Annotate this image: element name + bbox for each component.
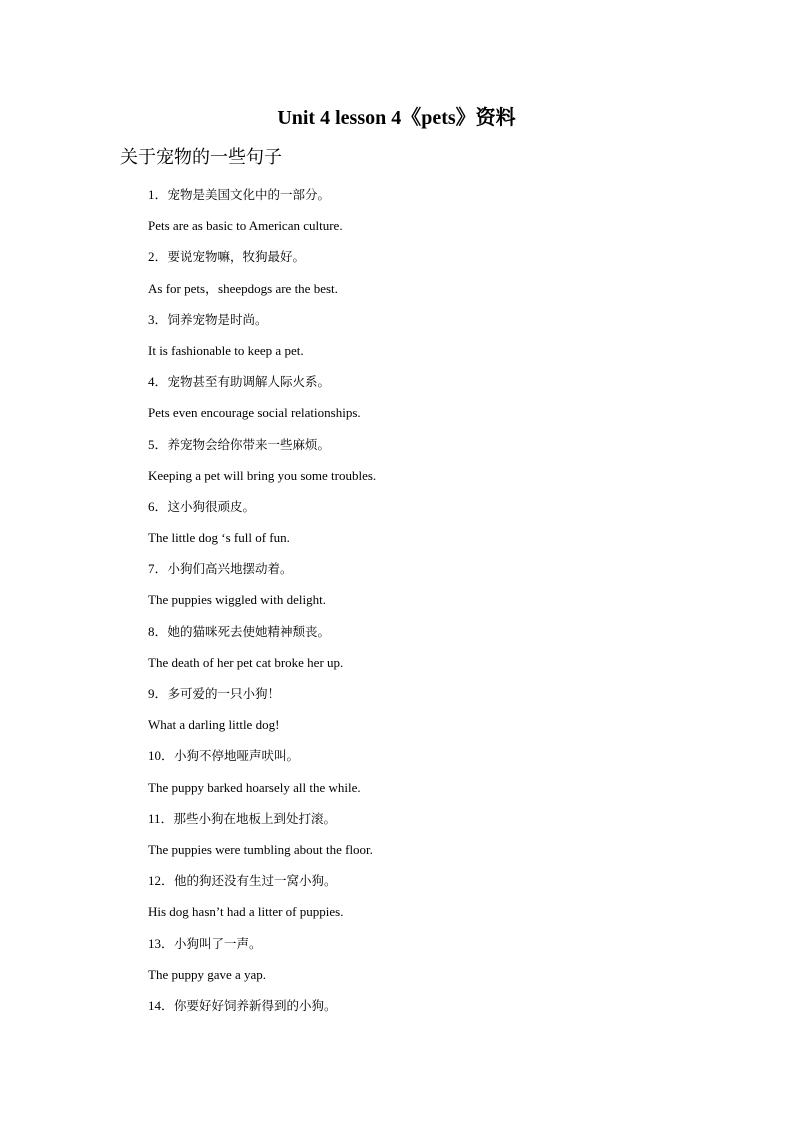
chinese-sentence (148, 992, 376, 1023)
chinese-text: 小狗叫了一声。 (174, 935, 262, 951)
sentence-number: 10． (148, 748, 175, 764)
chinese-text: 宠物是美国文化中的一部分。 (167, 187, 331, 202)
chinese-text: 这小狗很顽皮。 (167, 498, 256, 514)
sentence-item (148, 555, 376, 617)
chinese-sentence (148, 431, 376, 462)
sentence-item (148, 992, 376, 1023)
chinese-sentence (148, 493, 376, 524)
sentence-number: 7． (148, 561, 168, 577)
chinese-text: 养宠物会给你带来一些麻烦。 (167, 436, 331, 452)
chinese-text: 小狗不停地哑声吠叫。 (174, 748, 300, 764)
chinese-sentence (148, 867, 376, 898)
sentence-item (148, 181, 376, 243)
chinese-text: 宠物甚至有助调解人际火系。 (167, 374, 331, 390)
sentence-list (148, 181, 376, 1023)
sentence-item (148, 431, 376, 493)
chinese-sentence (148, 680, 376, 711)
english-sentence: As for pets，sheepdogs are the best. (148, 280, 338, 296)
chinese-sentence (148, 618, 376, 649)
chinese-sentence (148, 368, 376, 399)
chinese-text: 多可爱的一只小狗！ (167, 686, 281, 701)
sentence-number: 2． (148, 249, 168, 265)
english-sentence: Pets are as basic to American culture. (148, 218, 343, 234)
sentence-item (148, 368, 376, 430)
chinese-text: 她的猫咪死去使她精神颓丧。 (167, 623, 331, 639)
chinese-sentence (148, 555, 376, 586)
sentence-number: 11． (148, 810, 174, 826)
chinese-sentence (148, 742, 376, 773)
sentence-number: 14． (148, 997, 175, 1013)
sentence-number: 13． (148, 935, 175, 951)
english-sentence: His dog hasn’t had a litter of puppies. (148, 904, 344, 920)
english-sentence: What a darling little dog! (148, 717, 280, 733)
english-sentence: Keeping a pet will bring you some troubles. (148, 467, 377, 483)
sentence-number: 9． (148, 686, 168, 701)
english-sentence: Pets even encourage social relationships. (148, 405, 361, 421)
sentence-number: 12． (148, 873, 175, 889)
sentence-number: 5． (148, 436, 168, 452)
sentence-item (148, 742, 376, 804)
english-sentence: The puppy barked hoarsely all the while. (148, 779, 361, 795)
chinese-text: 那些小狗在地板上到处打滚。 (173, 810, 337, 826)
sentence-item (148, 306, 376, 368)
sentence-number: 4． (148, 374, 168, 390)
section-heading: 关于宠物的一些句子 (120, 147, 282, 168)
sentence-item (148, 680, 376, 742)
chinese-text: 他的狗还没有生过一窝小狗。 (174, 873, 337, 889)
chinese-text: 你要好好饲养新得到的小狗。 (174, 997, 337, 1013)
english-sentence: It is fashionable to keep a pet. (148, 342, 304, 358)
sentence-item (148, 930, 376, 992)
sentence-item (148, 493, 376, 555)
document-title: Unit 4 lesson 4《pets》资料 (277, 107, 516, 129)
chinese-sentence (148, 805, 376, 836)
chinese-sentence (148, 181, 376, 212)
english-sentence: The death of her pet cat broke her up. (148, 654, 344, 670)
english-sentence: The little dog ‘s full of fun. (148, 530, 290, 546)
chinese-text: 饲养宠物是时尚。 (167, 311, 268, 327)
english-sentence: The puppy gave a yap. (148, 966, 267, 982)
chinese-text: 小狗们高兴地摆动着。 (167, 561, 293, 577)
english-sentence: The puppies wiggled with delight. (148, 592, 327, 608)
chinese-sentence (148, 930, 376, 961)
chinese-text: 要说宠物嘛，牧狗最好。 (167, 249, 306, 265)
sentence-number: 8． (148, 623, 168, 639)
sentence-item (148, 805, 376, 867)
chinese-sentence (148, 243, 376, 274)
sentence-item (148, 618, 376, 680)
sentence-item (148, 243, 376, 305)
sentence-item (148, 867, 376, 929)
sentence-number: 1． (148, 187, 168, 202)
chinese-sentence (148, 306, 376, 337)
sentence-number: 3． (148, 311, 168, 327)
sentence-number: 6． (148, 498, 168, 514)
english-sentence: The puppies were tumbling about the floor. (148, 841, 373, 857)
